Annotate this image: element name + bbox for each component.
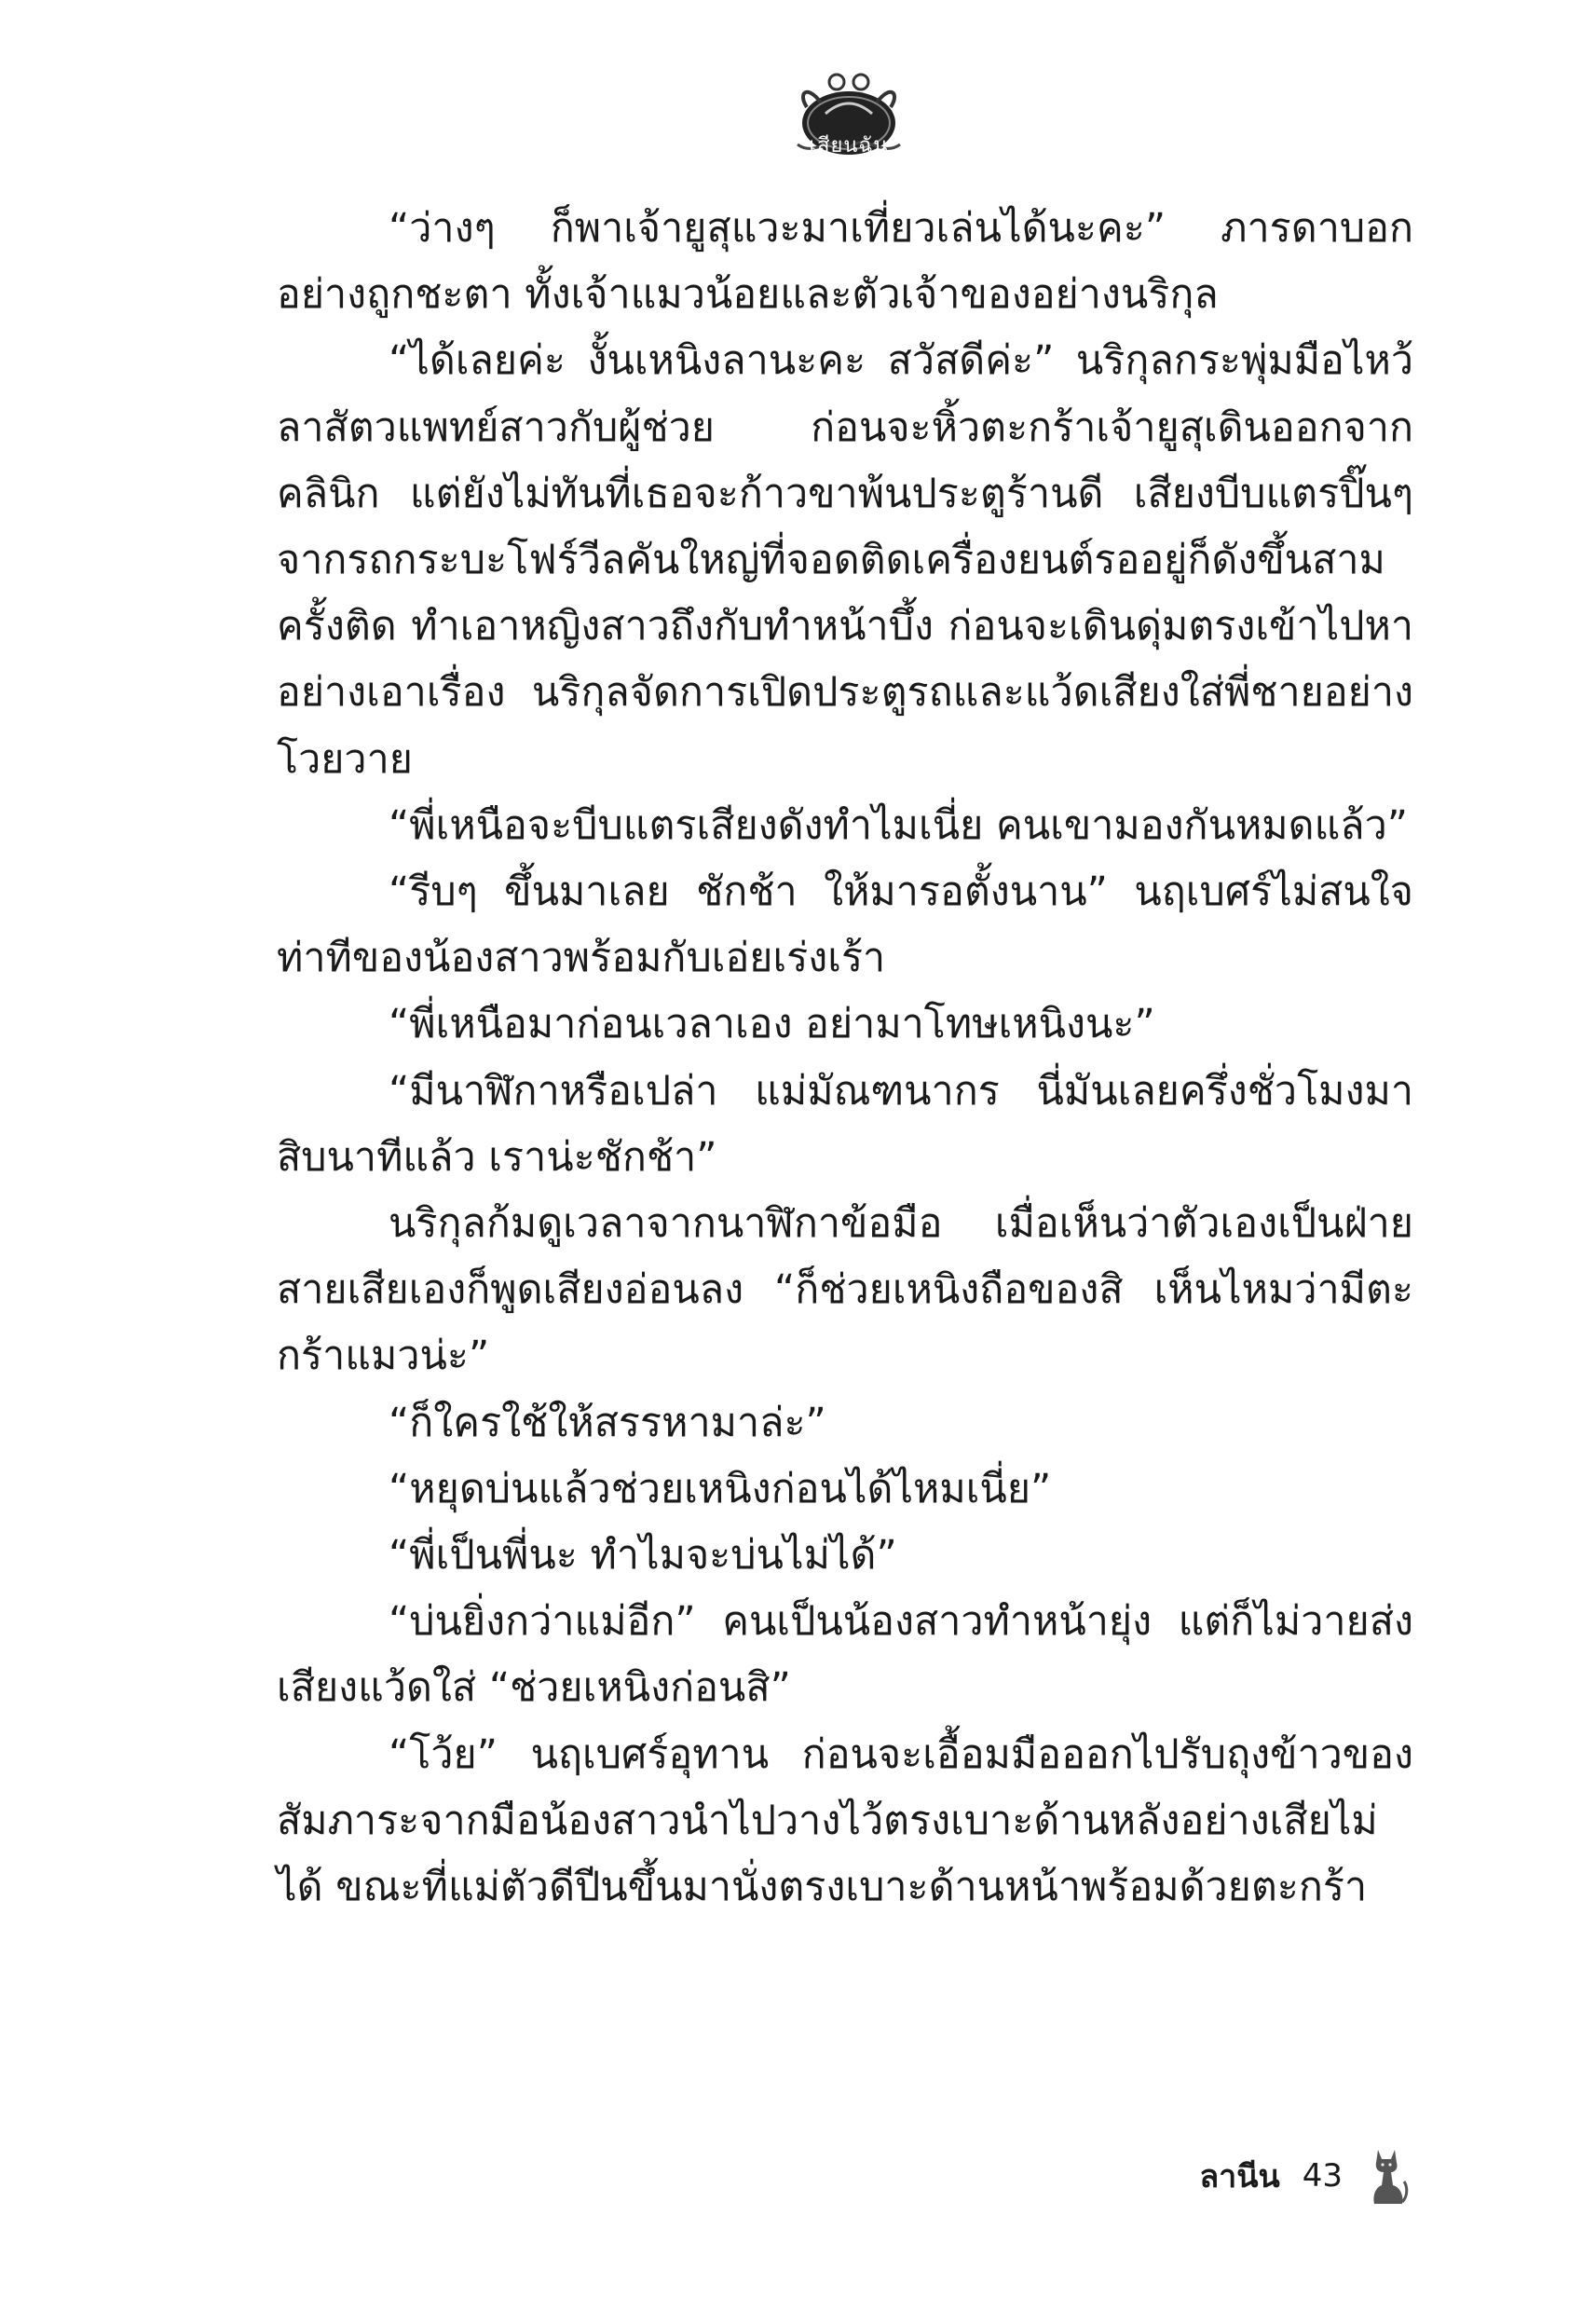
cat-icon <box>1365 2144 1410 2208</box>
paragraph: “รีบๆ ขึ้นมาเลย ชักช้า ให้มารอตั้งนาน” นฤเบศร์ไม่สนใจท่าทีของน้องสาวพร้อมกับเอ่ยเร่งเร้า <box>277 868 1413 982</box>
paragraph: “ว่างๆ ก็พาเจ้ายูสุแวะมาเที่ยวเล่นได้นะคะ” ภารดาบอกอย่างถูกชะตา ทั้งเจ้าแมวน้อยและตัวเจ้าของอย่างนริกุล <box>277 205 1413 319</box>
page-number: 43 <box>1302 2157 1343 2195</box>
paragraph: “มีนาฬิกาหรือเปล่า แม่มัณฑนากร นี่มันเลยครึ่งชั่วโมงมาสิบนาทีแล้ว เราน่ะชักช้า” <box>277 1067 1413 1181</box>
page-footer <box>1199 2143 1410 2208</box>
logo-text: เสียนฉัน <box>809 134 889 157</box>
paragraph: “โว้ย” นฤเบศร์อุทาน ก่อนจะเอื้อมมือออกไปรับถุงข้าวของสัมภาระจากมือน้องสาวนำไปวางไว้ตรงเบาะด้านหลังอย่างเสียไม่ได้ ขณะที่แม่ตัวดีปีนขึ้นมานั่งตรงเบาะด้านหน้าพร้อมด้วยตะกร้า <box>277 1730 1413 1911</box>
footer-author: ลานีน <box>1199 2158 1280 2195</box>
paragraph: “ได้เลยค่ะ งั้นเหนิงลานะคะ สวัสดีค่ะ” นริกุลกระพุ่มมือไหว้ลาสัตวแพทย์สาวกับผู้ช่วย ก่อนจะหิ้วตะกร้าเจ้ายูสุเดินออกจากคลินิก แต่ยังไม่ทันที่เธอจะก้าวขาพ้นประตูร้านดี เสียงบีบแตรปิ๊นๆ จากรถกระบะโฟร์วีลคันใหญ่ที่จอดติดเครื่องยนต์รออยู่ก็ดังขึ้นสามครั้งติด ทำเอาหญิงสาวถึงกับทำหน้าบึ้ง ก่อนจะเดินดุ่มตรงเข้าไปหาอย่างเอาเรื่อง นริกุลจัดการเปิดประตูรถและแว้ดเสียงใส่พี่ชายอย่างโวยวาย <box>277 337 1413 783</box>
paragraph: “บ่นยิ่งกว่าแม่อีก” คนเป็นน้องสาวทำหน้ายุ่ง แต่ก็ไม่วายส่งเสียงแว้ดใส่ “ช่วยเหนิงก่อนสิ” <box>277 1598 1413 1712</box>
publisher-logo <box>779 65 919 168</box>
paragraph: “พี่เหนือมาก่อนเวลาเอง อย่ามาโทษเหนิงนะ” <box>389 1001 1155 1048</box>
paragraph: “พี่เหนือจะบีบแตรเสียงดังทำไมเนี่ย คนเขามองกันหมดแล้ว” <box>389 801 1409 849</box>
paragraph: “พี่เป็นพี่นะ ทำไมจะบ่นไม่ได้” <box>389 1532 897 1579</box>
paragraph: “หยุดบ่นแล้วช่วยเหนิงก่อนได้ไหมเนี่ย” <box>389 1465 1052 1512</box>
page-body <box>277 196 1413 1921</box>
paragraph: “ก็ใครใช้ให้สรรหามาล่ะ” <box>389 1399 826 1446</box>
paragraph: นริกุลก้มดูเวลาจากนาฬิกาข้อมือ เมื่อเห็นว่าตัวเองเป็นฝ่ายสายเสียเองก็พูดเสียงอ่อนลง “ก็ช่วยเหนิงถือของสิ เห็นไหมว่ามีตะกร้าแมวน่ะ” <box>277 1200 1413 1380</box>
